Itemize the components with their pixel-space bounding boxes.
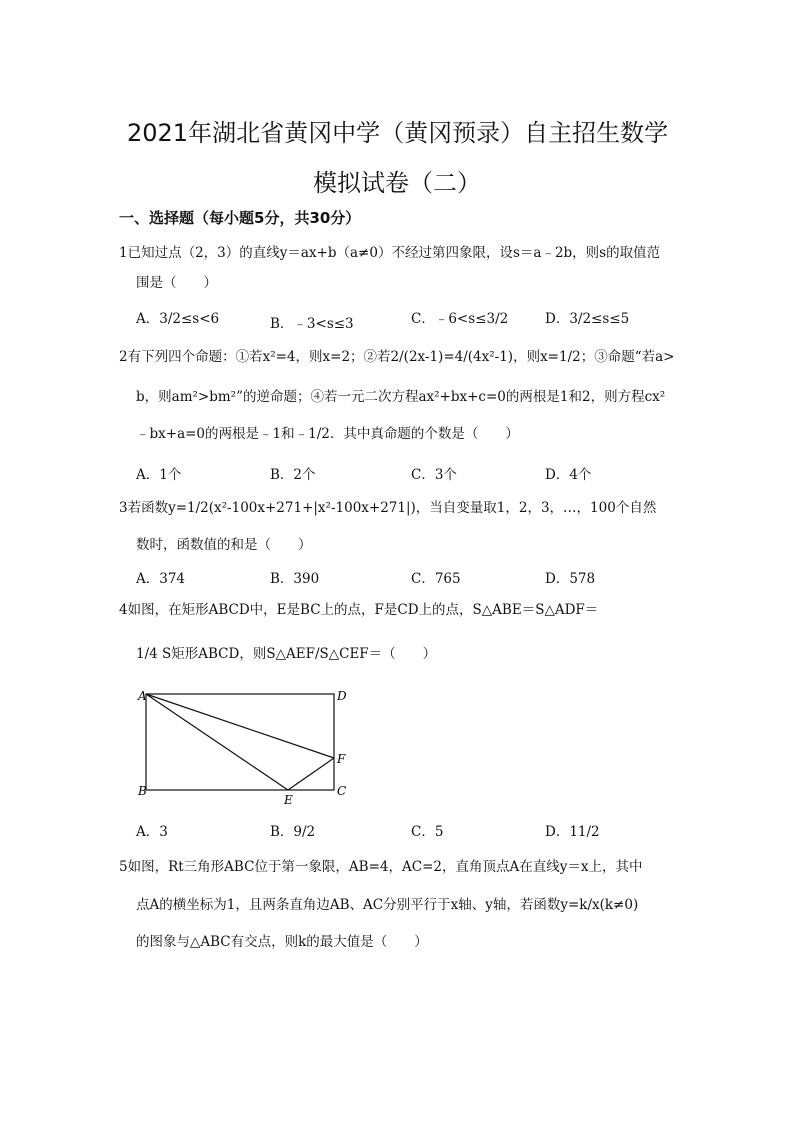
- segment-af: [146, 694, 334, 758]
- question-2-option-b[interactable]: [270, 463, 316, 483]
- option-label: D．: [545, 824, 570, 840]
- question-2-number: 2: [119, 349, 128, 365]
- option-label: D．: [545, 311, 570, 327]
- question-1-line-2: 围是（ ）: [136, 275, 217, 291]
- page-title-line-1: 2021年湖北省黄冈中学（黄冈预录）自主招生数学: [127, 119, 669, 147]
- page-title-line-2: 模拟试卷（二）: [313, 169, 481, 197]
- question-3-text-1: 若函数y=1/2(x²-100x+271+|x²-100x+271|)，当自变量取1，2，3，…，100个自然: [127, 500, 657, 516]
- rectangle-abcd: [146, 694, 334, 790]
- question-3-option-d[interactable]: [545, 567, 595, 587]
- option-label: A．: [136, 571, 160, 587]
- option-text: 9/2: [293, 824, 316, 840]
- question-2-line-3: ﹣bx+a=0的两根是﹣1和﹣1/2．其中真命题的个数是（ ）: [136, 426, 519, 442]
- question-4-text-1: 如图，在矩形ABCD中，E是BC上的点，F是CD上的点，S△ABE＝S△ADF＝: [127, 602, 599, 618]
- option-text: 578: [569, 571, 596, 587]
- rectangle-figure: [136, 684, 356, 808]
- question-1-option-b[interactable]: [270, 312, 354, 332]
- option-label: C．: [411, 571, 435, 587]
- option-label: B．: [270, 467, 294, 483]
- option-text: 4个: [569, 467, 592, 483]
- question-3-number: 3: [119, 500, 128, 516]
- question-3-option-a[interactable]: [136, 567, 185, 587]
- option-text: 2个: [293, 467, 316, 483]
- question-3-line-1: [119, 498, 656, 518]
- question-4-line-1: [119, 600, 598, 620]
- question-4-option-b[interactable]: [270, 820, 315, 840]
- option-text: 3个: [434, 467, 457, 483]
- question-5-line-2: 点A的横坐标为1，且两条直角边AB、AC分别平行于x轴、y轴，若函数y=k/x(k≠0): [136, 897, 639, 913]
- label-b: B: [138, 784, 147, 798]
- option-text: 374: [159, 571, 186, 587]
- question-1-number: 1: [119, 245, 128, 261]
- label-c: C: [337, 784, 347, 798]
- option-label: C．: [411, 824, 435, 840]
- label-d: D: [337, 689, 347, 703]
- question-2-option-a[interactable]: [136, 463, 181, 483]
- question-5-line-1: [119, 857, 642, 877]
- option-label: B．: [270, 571, 294, 587]
- option-label: A．: [136, 824, 160, 840]
- question-5-number: 5: [119, 859, 128, 875]
- option-text: 3/2≤s<6: [159, 311, 220, 327]
- question-4-option-c[interactable]: [411, 820, 443, 840]
- question-1-option-a[interactable]: [136, 307, 219, 327]
- option-text: ﹣3<s≤3: [293, 316, 354, 332]
- option-text: 3: [159, 824, 168, 840]
- option-text: ﹣6<s≤3/2: [434, 311, 509, 327]
- question-4-line-2: 1/4 S矩形ABCD，则S△AEF/S△CEF＝（ ）: [136, 646, 437, 662]
- question-5-text-1: 如图，Rt三角形ABC位于第一象限，AB=4，AC=2，直角顶点A在直线y＝x上，其中: [127, 859, 643, 875]
- option-label: C．: [411, 467, 435, 483]
- question-1-line-1: [119, 243, 660, 263]
- section-heading: 一、选择题（每小题5分，共30分）: [119, 209, 361, 227]
- option-text: 3/2≤s≤5: [569, 311, 630, 327]
- question-4-option-a[interactable]: [136, 820, 168, 840]
- segment-ef: [288, 758, 334, 790]
- label-f: F: [337, 752, 346, 766]
- question-1-option-c[interactable]: [411, 307, 508, 327]
- question-2-line-1: [119, 347, 674, 367]
- label-a: A: [138, 689, 147, 703]
- option-label: A．: [136, 467, 160, 483]
- question-3-line-2: 数时，函数值的和是（ ）: [136, 537, 312, 553]
- option-label: D．: [545, 571, 570, 587]
- question-3-option-b[interactable]: [270, 567, 319, 587]
- question-1-text-1: 已知过点（2，3）的直线y＝ax+b（a≠0）不经过第四象限，设s＝a﹣2b，则s的取值范: [127, 245, 661, 261]
- option-text: 11/2: [569, 824, 600, 840]
- option-label: B．: [270, 316, 294, 332]
- option-text: 765: [434, 571, 461, 587]
- option-text: 1个: [159, 467, 182, 483]
- question-2-text-1: 有下列四个命题：①若x²=4，则x=2；②若2/(2x-1)=4/(4x²-1)，则x=1/2；③命题“若a>: [127, 349, 675, 365]
- option-label: A．: [136, 311, 160, 327]
- option-label: B．: [270, 824, 294, 840]
- option-label: C．: [411, 311, 435, 327]
- segment-ae: [146, 694, 288, 790]
- question-1-option-d[interactable]: [545, 307, 629, 327]
- question-2-option-d[interactable]: [545, 463, 591, 483]
- question-2-line-2: b，则am²>bm²”的逆命题；④若一元二次方程ax²+bx+c=0的两根是1和2，则方程cx²: [136, 389, 666, 405]
- question-4-option-d[interactable]: [545, 820, 600, 840]
- question-4-number: 4: [119, 602, 128, 618]
- question-3-option-c[interactable]: [411, 567, 461, 587]
- question-5-line-3: 的图象与△ABC有交点，则k的最大值是（ ）: [136, 934, 428, 950]
- option-label: D．: [545, 467, 570, 483]
- question-2-option-c[interactable]: [411, 463, 457, 483]
- option-text: 390: [293, 571, 320, 587]
- option-text: 5: [434, 824, 444, 840]
- label-e: E: [284, 793, 293, 807]
